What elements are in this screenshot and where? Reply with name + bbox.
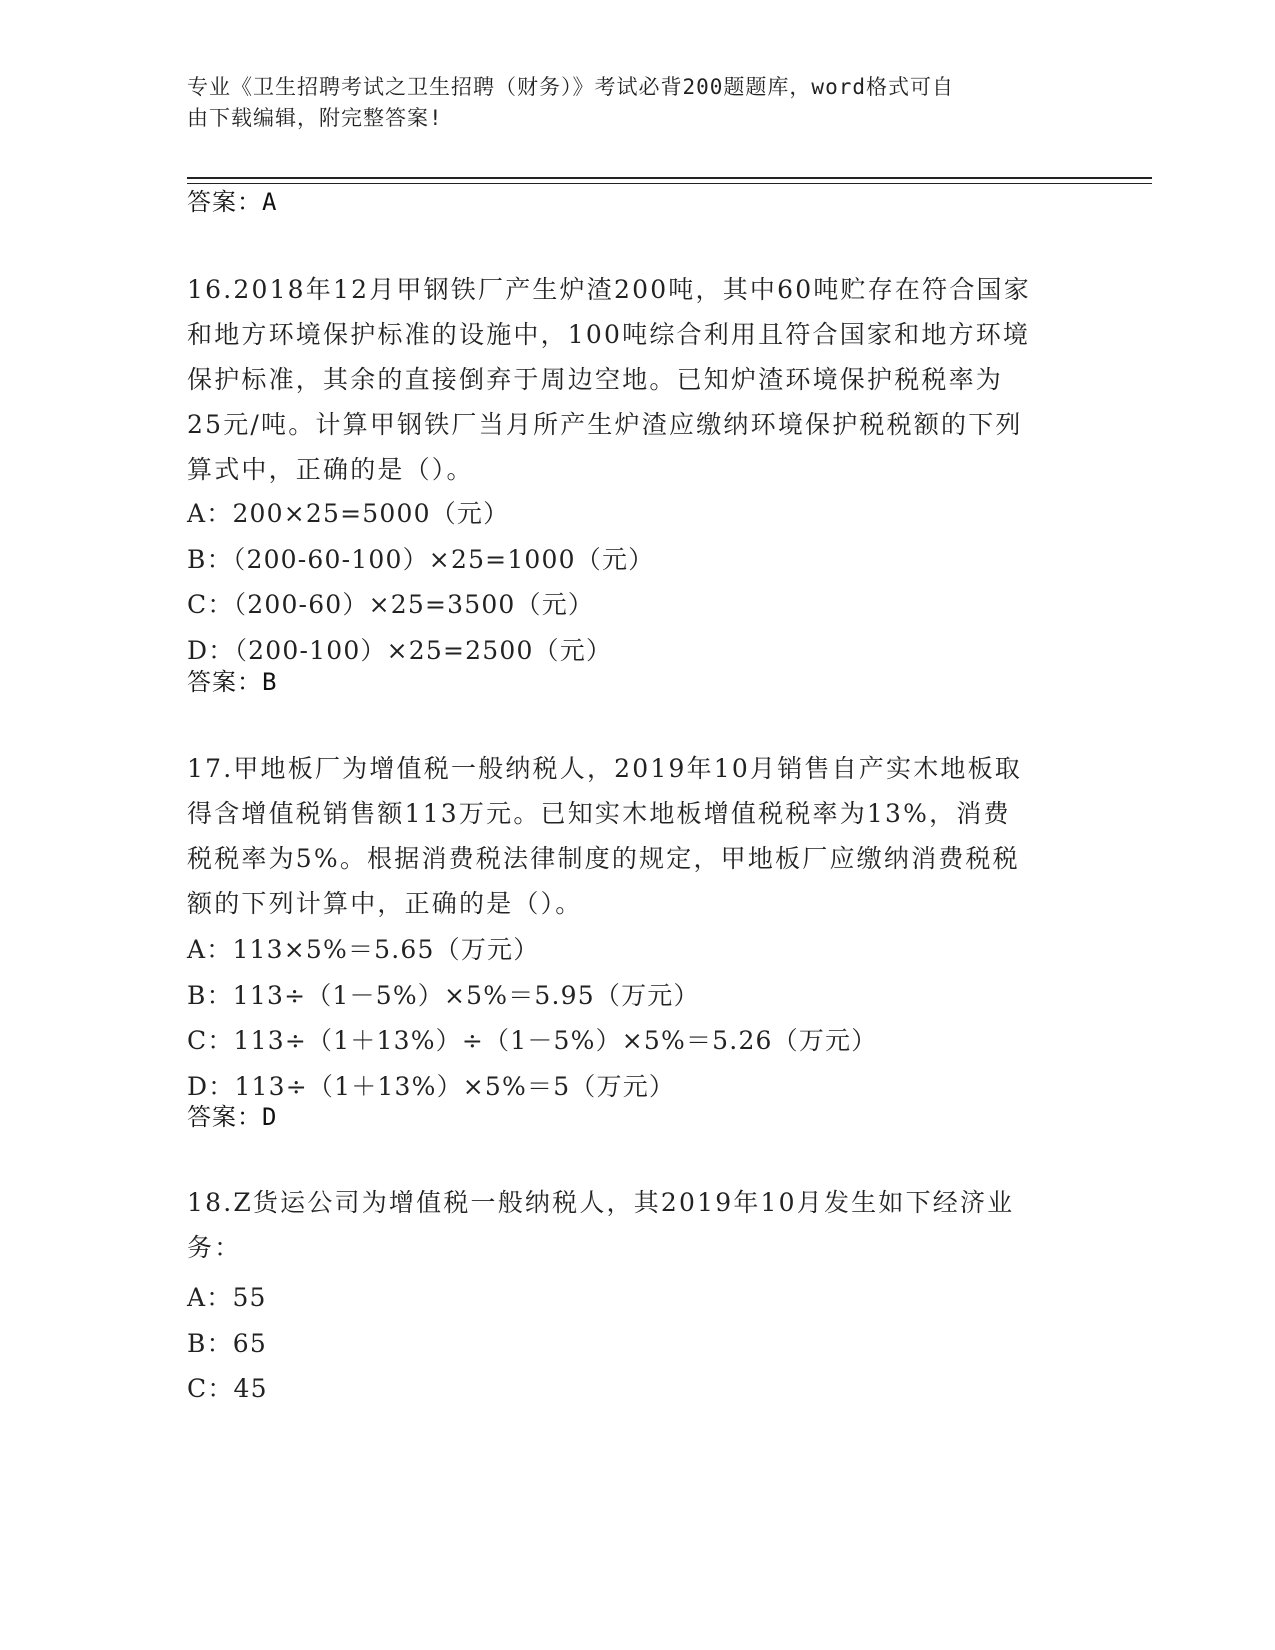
question-16: [187, 267, 1087, 492]
answer-17: 答案：D: [187, 1103, 278, 1131]
question-line: 额的下列计算中，正确的是（）。: [187, 889, 583, 918]
option-b: B：（200-60-100）×25=1000（元）: [187, 544, 655, 574]
option-c: C：45: [187, 1374, 268, 1403]
option-a: A：113×5%＝5.65（万元）: [187, 935, 540, 964]
header-line-2: 由下载编辑，附完整答案!: [187, 106, 443, 130]
question-line: 和地方环境保护标准的设施中，100吨综合利用且符合国家和地方环境: [187, 320, 1031, 349]
document-header: [187, 72, 1067, 134]
option-a: A：55: [187, 1283, 267, 1312]
question-line: 18.Z货运公司为增值税一般纳税人，其2019年10月发生如下经济业: [187, 1188, 1015, 1217]
question-line: 务：: [187, 1233, 242, 1262]
header-divider-thin: [187, 183, 1152, 184]
question-line: 保护标准，其余的直接倒弃于周边空地。已知炉渣环境保护税税率为: [187, 365, 1004, 394]
option-c: C：113÷（1＋13%）÷（1－5%）×5%＝5.26（万元）: [187, 1026, 878, 1055]
question-line: 得含增值税销售额113万元。已知实木地板增值税税率为13%，消费: [187, 799, 1011, 828]
option-d: D：（200-100）×25=2500（元）: [187, 635, 613, 665]
question-line: 25元/吨。计算甲钢铁厂当月所产生炉渣应缴纳环境保护税税额的下列: [187, 410, 1023, 439]
question-16-options: [187, 491, 1087, 673]
header-line-1: 专业《卫生招聘考试之卫生招聘（财务）》考试必背200题题库，word格式可自: [187, 75, 954, 99]
option-c: C：（200-60）×25=3500（元）: [187, 590, 595, 619]
question-line: 税税率为5%。根据消费税法律制度的规定，甲地板厂应缴纳消费税税: [187, 844, 1020, 873]
question-17: [187, 746, 1087, 926]
header-divider-thick: [187, 177, 1152, 179]
answer-16: 答案：B: [187, 668, 278, 696]
question-line: 17.甲地板厂为增值税一般纳税人，2019年10月销售自产实木地板取: [187, 754, 1022, 783]
answer-previous: 答案：A: [187, 188, 278, 216]
option-a: A：200×25=5000（元）: [187, 499, 510, 528]
option-d: D：113÷（1＋13%）×5%＝5（万元）: [187, 1071, 676, 1101]
question-18: [187, 1180, 1087, 1270]
question-line: 算式中，正确的是（）。: [187, 455, 474, 484]
option-b: B：113÷（1－5%）×5%＝5.95（万元）: [187, 980, 700, 1010]
question-17-options: [187, 927, 1087, 1109]
question-18-options: [187, 1275, 1087, 1412]
option-b: B：65: [187, 1328, 267, 1358]
question-line: 16.2018年12月甲钢铁厂产生炉渣200吨，其中60吨贮存在符合国家: [187, 275, 1031, 304]
